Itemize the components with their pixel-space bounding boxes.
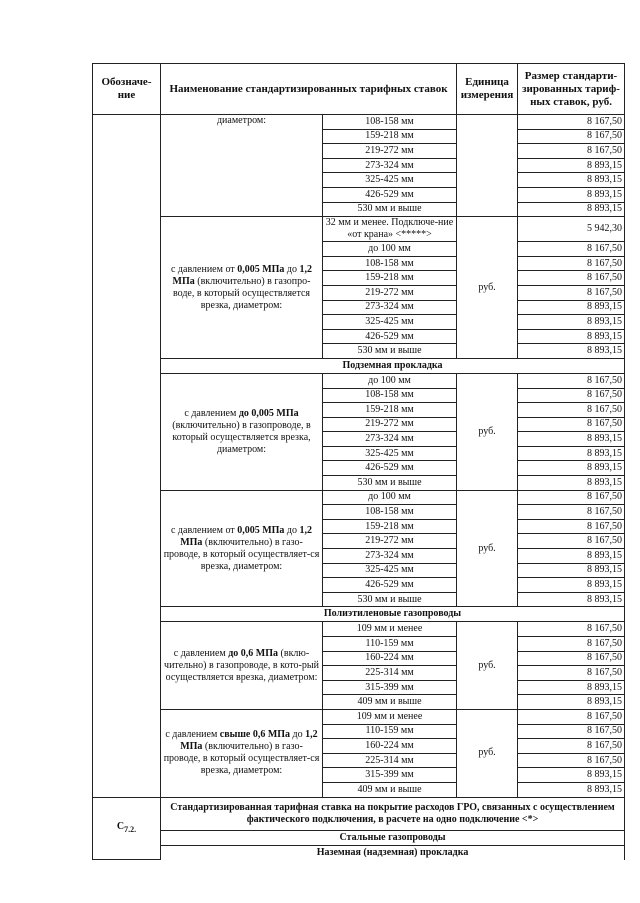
c72-title-row [93,797,625,830]
rate-value-cell: 8 167,50 [518,388,625,403]
diameter-cell: 219-272 мм [323,534,457,549]
diameter-cell: до 100 мм [323,490,457,505]
diameter-cell: 273-324 мм [323,300,457,315]
table-row [93,217,625,242]
c72-title: Стандартизированная тарифная ставка на покрытие расходов ГРО, связанных с осуществлением фактического подключения, в расчете на одно подключение <*> [161,797,625,830]
diameter-cell: 110-159 мм [323,724,457,739]
rate-value-cell: 8 893,15 [518,768,625,783]
diameter-cell: 108-158 мм [323,115,457,130]
rate-value-cell: 8 893,15 [518,158,625,173]
description-part: свыше 0,6 МПа [219,729,291,741]
rate-value-cell: 8 167,50 [518,622,625,637]
description-part: с давлением от [170,263,238,275]
diameter-cell: 530 мм и выше [323,476,457,491]
rate-value-cell: 8 893,15 [518,446,625,461]
description-part: до [290,729,306,741]
diameter-cell: 325-425 мм [323,315,457,330]
table-row [93,622,625,637]
diameter-cell: 225-314 мм [323,753,457,768]
diameter-cell: 426-529 мм [323,187,457,202]
diameter-cell: до 100 мм [323,242,457,257]
rate-value-cell: 8 893,15 [518,187,625,202]
code-sub: 7.2. [124,824,137,834]
rate-value-cell: 8 893,15 [518,315,625,330]
diameter-cell: 273-324 мм [323,158,457,173]
description-part: до 0,6 МПа [228,647,279,659]
rate-value-cell: 8 167,50 [518,637,625,652]
rate-value-cell: 8 167,50 [518,144,625,159]
description-part: 0,005 МПа [237,524,285,536]
diameter-cell: 108-158 мм [323,256,457,271]
rate-value-cell: 8 167,50 [518,709,625,724]
c72-sub-row [93,845,625,860]
rate-value-cell: 8 167,50 [518,417,625,432]
rate-value-cell: 8 893,15 [518,592,625,607]
section-title: Подземная прокладка [161,358,625,373]
unit-cell: руб. [457,709,518,797]
diameter-cell: 315-399 мм [323,768,457,783]
diameter-cell: 219-272 мм [323,144,457,159]
header-unit: Единица измерения [457,64,518,115]
diameter-cell: 426-529 мм [323,578,457,593]
description-part: с давлением [184,407,239,419]
rate-value-cell: 8 167,50 [518,285,625,300]
rate-value-cell: 8 167,50 [518,490,625,505]
diameter-cell: 159-218 мм [323,403,457,418]
rate-value-cell: 8 167,50 [518,373,625,388]
diameter-cell: 315-399 мм [323,680,457,695]
rate-value-cell: 8 893,15 [518,578,625,593]
rate-value-cell: 8 167,50 [518,519,625,534]
table-row [93,490,625,505]
unit-cell: руб. [457,373,518,490]
header-designation: Обозначе-ние [93,64,161,115]
rate-value-cell: 8 893,15 [518,173,625,188]
code-main: С [116,820,125,832]
designation-code [93,797,161,860]
diameter-cell: 426-529 мм [323,461,457,476]
diameter-cell: 32 мм и менее. Подключе-ние «от крана» <*****> [323,217,457,242]
diameter-cell: до 100 мм [323,373,457,388]
rate-value-cell: 8 893,15 [518,329,625,344]
description-part: 0,005 МПа [237,263,285,275]
condition-description [161,373,323,490]
diameter-cell: 273-324 мм [323,432,457,447]
description-part: с давлением [173,647,229,659]
diameter-cell: 426-529 мм [323,329,457,344]
rate-value-cell: 8 167,50 [518,724,625,739]
unit-cell [457,115,518,217]
condition-description [161,709,323,797]
diameter-cell: 160-224 мм [323,739,457,754]
table-row [93,709,625,724]
condition-description [161,490,323,607]
table-row [93,373,625,388]
condition-description [161,115,323,217]
c72-subsection: Стальные газопроводы [161,830,625,845]
description-part: до 0,005 МПа [238,407,299,419]
diameter-cell: 108-158 мм [323,505,457,520]
diameter-cell: 109 мм и менее [323,622,457,637]
unit-cell: руб. [457,622,518,710]
rate-value-cell: 8 167,50 [518,505,625,520]
c72-sub-row [93,830,625,845]
designation-cell [93,115,161,798]
header-row [93,64,625,115]
diameter-cell: 409 мм и выше [323,695,457,710]
rate-value-cell: 8 167,50 [518,271,625,286]
rate-value-cell: 8 167,50 [518,403,625,418]
description-part: (включительно) в газопроводе, в который осуществляется врезка, диаметром: [172,419,311,455]
diameter-cell: 109 мм и менее [323,709,457,724]
description-part: (вклю-чительно) в газопроводе, в кото-рый осуществляется врезка, диаметром: [164,647,319,683]
rate-value-cell: 8 167,50 [518,534,625,549]
rate-value-cell: 8 893,15 [518,782,625,797]
description-part: с давлением [165,729,220,741]
rate-value-cell: 8 167,50 [518,651,625,666]
diameter-cell: 325-425 мм [323,446,457,461]
section-title: Полиэтиленовые газопроводы [161,607,625,622]
condition-description [161,622,323,710]
diameter-cell: 273-324 мм [323,549,457,564]
rate-value-cell: 8 893,15 [518,695,625,710]
diameter-cell: 108-158 мм [323,388,457,403]
rate-value-cell: 8 167,50 [518,753,625,768]
section-row [93,607,625,622]
rate-value-cell: 8 893,15 [518,476,625,491]
condition-description [161,217,323,359]
diameter-cell: 219-272 мм [323,285,457,300]
diameter-cell: 409 мм и выше [323,782,457,797]
description-part: 1,2 МПа [172,263,312,287]
description-part: с давлением от [170,524,238,536]
rate-value-cell: 8 167,50 [518,256,625,271]
description-part: (включительно) в газопро-воде, в который осуществляется врезка, диаметром: [172,275,311,311]
diameter-cell: 159-218 мм [323,129,457,144]
rate-value-cell: 8 893,15 [518,300,625,315]
rate-value-cell: 8 893,15 [518,563,625,578]
rate-value-cell: 8 893,15 [518,344,625,359]
section-row [93,358,625,373]
rate-value-cell: 8 893,15 [518,202,625,217]
diameter-cell: 110-159 мм [323,637,457,652]
diameter-cell: 225-314 мм [323,666,457,681]
rate-value-cell: 8 893,15 [518,461,625,476]
description-part: 1,2 МПа [180,729,318,753]
description-part: диаметром: [216,115,267,126]
description-part: (включительно) в газо-проводе, в который осуществляет-ся врезка, диаметром: [163,741,320,777]
table-row [93,115,625,130]
diameter-cell: 160-224 мм [323,651,457,666]
diameter-cell: 530 мм и выше [323,202,457,217]
unit-cell: руб. [457,490,518,607]
diameter-cell: 159-218 мм [323,519,457,534]
description-part: до [284,263,300,275]
c72-subsection: Наземная (надземная) прокладка [161,845,625,860]
header-name: Наименование стандартизированных тарифных ставок [161,64,457,115]
unit-cell: руб. [457,217,518,359]
diameter-cell: 325-425 мм [323,173,457,188]
rate-value-cell: 8 167,50 [518,666,625,681]
description-part: до [284,524,300,536]
diameter-cell: 530 мм и выше [323,344,457,359]
diameter-cell: 159-218 мм [323,271,457,286]
description-part: (включительно) в газо-проводе, в который осуществляет-ся врезка, диаметром: [163,536,320,572]
diameter-cell: 530 мм и выше [323,592,457,607]
rate-value-cell: 8 167,50 [518,739,625,754]
diameter-cell: 219-272 мм [323,417,457,432]
header-size: Размер стандарти-зированных тариф-ных ставок, руб. [518,64,625,115]
rate-value-cell: 8 893,15 [518,680,625,695]
rate-value-cell: 8 893,15 [518,432,625,447]
rate-value-cell: 5 942,30 [518,217,625,242]
rate-value-cell: 8 167,50 [518,242,625,257]
diameter-cell: 325-425 мм [323,563,457,578]
tariff-table [92,63,625,860]
rate-value-cell: 8 167,50 [518,115,625,130]
rate-value-cell: 8 893,15 [518,549,625,564]
description-part: 1,2 МПа [180,524,312,548]
rate-value-cell: 8 167,50 [518,129,625,144]
